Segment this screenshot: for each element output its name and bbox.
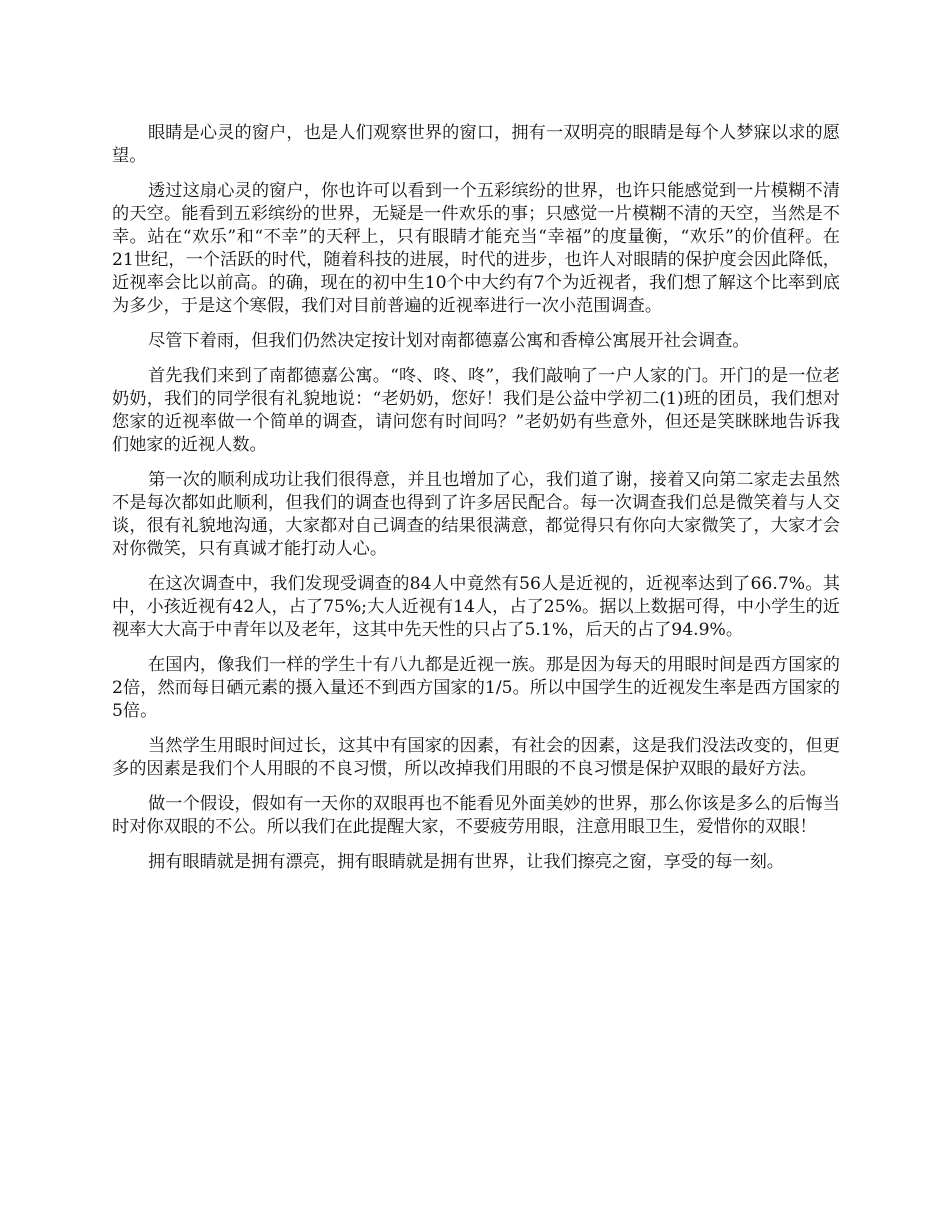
paragraph-6: 在这次调查中，我们发现受调查的84人中竟然有56人是近视的，近视率达到了66.7%。其中，小孩近视有42人，占了75%;大人近视有14人，占了25%。据以上数据可得，中小学生的近视率大大高于中青年以及老年，这其中先天性的只占了5.1%，后天的占了94.9%。 (112, 574, 840, 640)
paragraph-5: 第一次的顺利成功让我们很得意，并且也增加了心，我们道了谢，接着又向第二家走去虽然不是每次都如此顺利，但我们的调查也得到了许多居民配合。每一次调查我们总是微笑着与人交谈，很有礼貌地沟通，大家都对自己调查的结果很满意，都觉得只有你向大家微笑了，大家才会对你微笑，只有真诚才能打动人心。 (112, 470, 840, 559)
paragraph-4: 首先我们来到了南都德嘉公寓。“咚、咚、咚”，我们敲响了一户人家的门。开门的是一位老奶奶，我们的同学很有礼貌地说：“老奶奶，您好！我们是公益中学初二(1)班的团员，我们想对您家的近视率做一个简单的调查，请问您有时间吗？”老奶奶有些意外，但还是笑眯眯地告诉我们她家的近视人数。 (112, 366, 840, 455)
paragraph-10: 拥有眼睛就是拥有漂亮，拥有眼睛就是拥有世界，让我们擦亮之窗，享受的每一刻。 (148, 852, 784, 872)
paragraph-2: 透过这扇心灵的窗户，你也许可以看到一个五彩缤纷的世界，也许只能感觉到一片模糊不清的天空。能看到五彩缤纷的世界，无疑是一件欢乐的事；只感觉一片模糊不清的天空，当然是不幸。站在“欢乐”和“不幸”的天秤上，只有眼睛才能充当“幸福”的度量衡，“欢乐”的价值秤。在21世纪，一个活跃的时代，随着科技的进展，时代的进步，也许人对眼睛的保护度会因此降低，近视率会比以前高。的确，现在的初中生10个中大约有7个为近视者，我们想了解这个比率到底为多少，于是这个寒假，我们对目前普遍的近视率进行一次小范围调查。 (112, 181, 840, 316)
paragraph-3: 尽管下着雨，但我们仍然决定按计划对南都德嘉公寓和香樟公寓展开社会调查。 (148, 331, 750, 351)
paragraph-8: 当然学生用眼时间过长，这其中有国家的因素，有社会的因素，这是我们没法改变的，但更多的因素是我们个人用眼的不良习惯，所以改掉我们用眼的不良习惯是保护双眼的最好方法。 (112, 736, 840, 779)
paragraph-9: 做一个假设，假如有一天你的双眼再也不能看见外面美妙的世界，那么你该是多么的后悔当时对你双眼的不公。所以我们在此提醒大家，不要疲劳用眼，注意用眼卫生，爱惜你的双眼！ (112, 794, 840, 837)
document-body (112, 122, 840, 886)
paragraph-7: 在国内，像我们一样的学生十有八九都是近视一族。那是因为每天的用眼时间是西方国家的2倍，然而每日硒元素的摄入量还不到西方国家的1/5。所以中国学生的近视发生率是西方国家的5倍。 (112, 655, 840, 721)
paragraph-1: 眼睛是心灵的窗户，也是人们观察世界的窗口，拥有一双明亮的眼睛是每个人梦寐以求的愿望。 (112, 123, 840, 166)
